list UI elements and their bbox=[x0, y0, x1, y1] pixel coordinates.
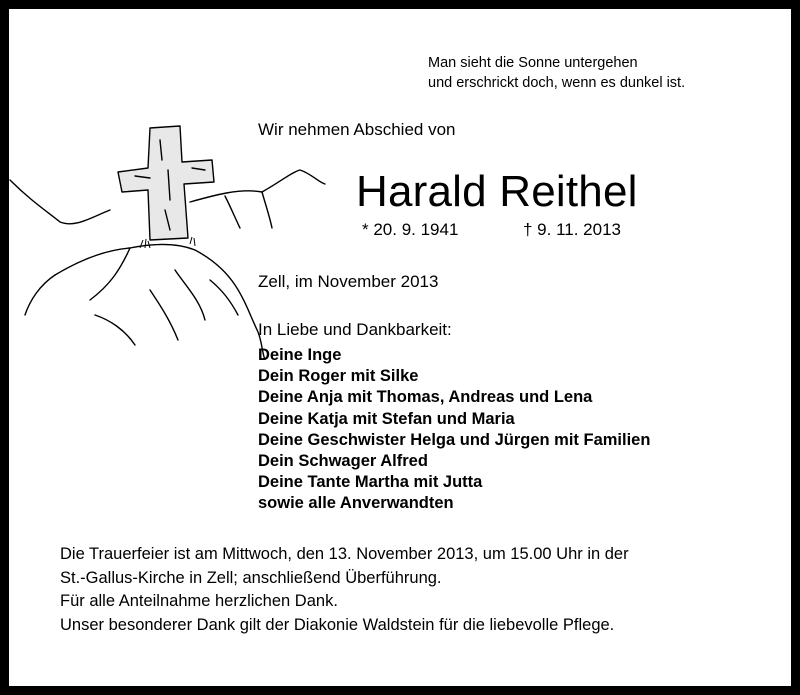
mourner-item: sowie alle Anverwandten bbox=[258, 494, 454, 513]
mourner-item: Deine Katja mit Stefan und Maria bbox=[258, 409, 515, 428]
special-thanks-line: Unser besonderer Dank gilt der Diakonie Waldstein für die liebevolle Pflege. bbox=[60, 615, 615, 634]
death-date: † 9. 11. 2013 bbox=[523, 220, 621, 239]
funeral-line-2: St.-Gallus-Kirche in Zell; anschließend Überführung. bbox=[60, 568, 442, 587]
dedication-line: In Liebe und Dankbarkeit: bbox=[258, 320, 452, 339]
mourner-item: Dein Schwager Alfred bbox=[258, 452, 428, 471]
mourner-item: Deine Inge bbox=[258, 346, 342, 364]
thanks-line: Für alle Anteilnahme herzlichen Dank. bbox=[60, 592, 338, 610]
quote bbox=[428, 53, 685, 93]
mourners-list bbox=[258, 345, 650, 515]
mourner-item: Deine Tante Martha mit Jutta bbox=[258, 473, 483, 492]
funeral-notes bbox=[60, 543, 629, 637]
deceased-name: Harald Reithel bbox=[356, 167, 638, 216]
quote-line-1: Man sieht die Sonne untergehen bbox=[428, 55, 638, 71]
mourner-item: Deine Anja mit Thomas, Andreas und Lena bbox=[258, 388, 593, 407]
birth-date: * 20. 9. 1941 bbox=[362, 220, 459, 239]
mourner-item: Dein Roger mit Silke bbox=[258, 367, 419, 386]
quote-line-2: und erschrickt doch, wenn es dunkel ist. bbox=[428, 75, 686, 91]
place-date: Zell, im November 2013 bbox=[258, 272, 439, 291]
intro-text: Wir nehmen Abschied von bbox=[258, 120, 456, 139]
funeral-line-1: Die Trauerfeier ist am Mittwoch, den 13. November 2013, um 15.00 Uhr in der bbox=[60, 545, 629, 563]
mourner-item: Deine Geschwister Helga und Jürgen mit Familien bbox=[258, 430, 651, 449]
